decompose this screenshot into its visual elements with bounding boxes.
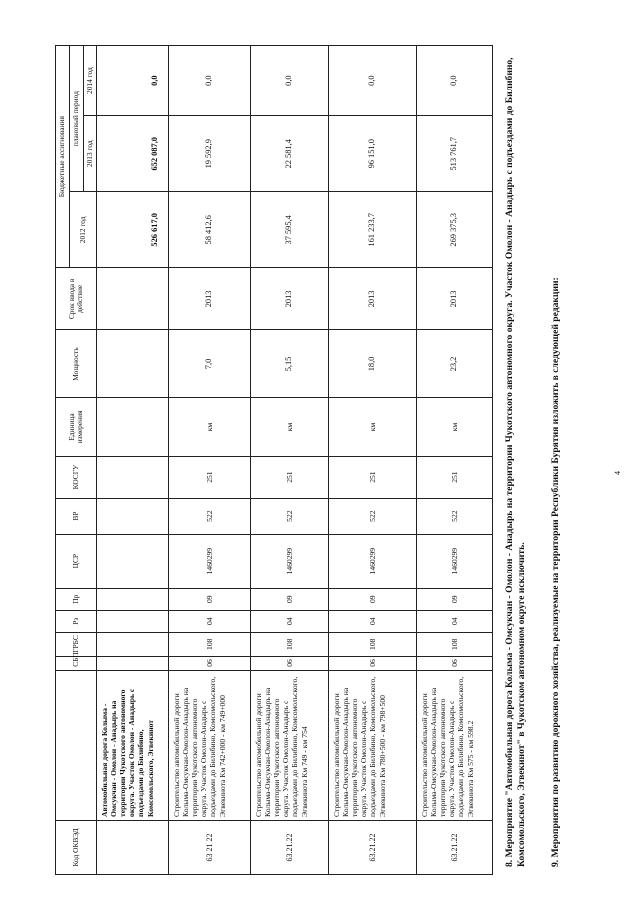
group-row — [97, 46, 169, 875]
note-item-8: 8. Мероприятие "Автомобильная дорога Колыма - Омсукчан - Омолон - Анадырь на территории Чукотского автономного округа. Участок Омолон - Анадырь с подъездами до Билибино, Комсомольского, Эгвекинот" в Чукотском автономном округе исключить. — [504, 57, 527, 867]
budget-table — [55, 45, 493, 875]
row-unit: км — [251, 398, 329, 456]
header-2013: 2013 год — [83, 116, 97, 192]
row-capacity: 18,0 — [329, 330, 417, 398]
row-grbs: 108 — [169, 632, 251, 656]
row-2013: 513 761,7 — [417, 116, 493, 192]
row-kosgu: 251 — [251, 456, 329, 498]
group-2012: 526 617,0 — [97, 192, 169, 268]
header-pr: Пр — [56, 588, 97, 610]
header-vr: ВР — [56, 498, 97, 534]
group-2014: 0,0 — [97, 46, 169, 116]
row-term: 2013 — [417, 268, 493, 330]
row-vr: 522 — [169, 498, 251, 534]
row-2014: 0,0 — [251, 46, 329, 116]
row-name: Строительство автомобильной дороги Колыма-Омсукчан-Омолон-Анадырь на территории Чукотского автономного округа. Участок Омолон-Анадырь с подъездами до Билибино, Комсомольского, Эгвекинота Км 780+500 - км 798+500 — [329, 670, 417, 820]
row-kosgu: 251 — [417, 456, 493, 498]
row-unit: км — [169, 398, 251, 456]
row-name: Строительство автомобильной дороги Колыма-Омсукчан-Омолон-Анадырь на территории Чукотского автономного округа. Участок Омолон-Анадырь с подъездами до Билибино, Комсомольского, Эгвекинота Км 575 - км 598.2 — [417, 670, 493, 820]
row-code: 63 21 22 — [169, 820, 251, 874]
row-unit: км — [329, 398, 417, 456]
row-vr: 522 — [417, 498, 493, 534]
table-row — [251, 46, 329, 875]
header-capacity: Мощность — [56, 330, 97, 398]
row-rz: 04 — [251, 610, 329, 632]
header-plan-period: плановый период — [70, 46, 84, 192]
header-code: Код ОКВЭД — [56, 820, 97, 874]
row-2013: 22 581,4 — [251, 116, 329, 192]
row-code: 63.21.22 — [251, 820, 329, 874]
row-unit: км — [417, 398, 493, 456]
row-vr: 522 — [251, 498, 329, 534]
group-2013: 652 087,0 — [97, 116, 169, 192]
header-kosgu: КОСГУ — [56, 456, 97, 498]
note-item-9: 9. Мероприятия по развитию дорожного хозяйства, реализуемые на территории Республики Бурятия изложить в следующей редакции: — [550, 277, 561, 867]
row-grbs: 108 — [417, 632, 493, 656]
row-term: 2013 — [329, 268, 417, 330]
row-vr: 522 — [329, 498, 417, 534]
row-csr: 1460299 — [329, 534, 417, 588]
row-2014: 0,0 — [169, 46, 251, 116]
header-rz: Рз — [56, 610, 97, 632]
row-rz: 04 — [169, 610, 251, 632]
row-sbp: 06 — [251, 656, 329, 670]
group-code — [97, 820, 169, 874]
row-grbs: 108 — [329, 632, 417, 656]
table-row — [329, 46, 417, 875]
row-code: 63.21.22 — [329, 820, 417, 874]
row-csr: 1460299 — [169, 534, 251, 588]
row-2012: 161 233,7 — [329, 192, 417, 268]
header-grbs: ГРБС — [56, 632, 97, 656]
row-capacity: 23,2 — [417, 330, 493, 398]
header-budget: Бюджетные ассигнования — [56, 46, 70, 268]
row-term: 2013 — [251, 268, 329, 330]
row-2012: 37 595,4 — [251, 192, 329, 268]
row-2014: 0,0 — [417, 46, 493, 116]
row-pr: 09 — [169, 588, 251, 610]
row-sbp: 06 — [169, 656, 251, 670]
table-row — [169, 46, 251, 875]
group-name: Автомобильная дорога Колыма - Омсукчан - Омолон - Анадырь на территории Чукотского автономного округа. Участок Омолон - Анадырь с подъездами до Билибино, Комсомольского, Эгвекинот — [97, 670, 169, 820]
row-rz: 04 — [329, 610, 417, 632]
row-pr: 09 — [329, 588, 417, 610]
row-sbp: 06 — [329, 656, 417, 670]
row-csr: 1460299 — [251, 534, 329, 588]
header-unit: Единица измерения — [56, 398, 97, 456]
row-pr: 09 — [417, 588, 493, 610]
header-csr: ЦСР — [56, 534, 97, 588]
row-pr: 09 — [251, 588, 329, 610]
header-row-1 — [56, 46, 70, 875]
header-2014: 2014 год — [83, 46, 97, 116]
header-name — [56, 670, 97, 820]
row-rz: 04 — [417, 610, 493, 632]
row-name: Строительство автомобильной дороги Колыма-Омсукчан-Омолон-Анадырь на территории Чукотского автономного округа. Участок Омолон-Анадырь с подъездами до Билибино, Комсомольского, Эгвекинота Км 742+000 - км 749+000 — [169, 670, 251, 820]
row-2014: 0,0 — [329, 46, 417, 116]
row-grbs: 108 — [251, 632, 329, 656]
row-term: 2013 — [169, 268, 251, 330]
row-2012: 58 412,6 — [169, 192, 251, 268]
row-kosgu: 251 — [169, 456, 251, 498]
row-2013: 96 151,0 — [329, 116, 417, 192]
row-kosgu: 251 — [329, 456, 417, 498]
header-2012: 2012 год — [70, 192, 97, 268]
table-row — [417, 46, 493, 875]
header-term: Срок ввода в действие — [56, 268, 97, 330]
row-2012: 269 375,3 — [417, 192, 493, 268]
row-name: Строительство автомобильной дороги Колыма-Омсукчан-Омолон-Анадырь на территории Чукотского автономного округа. Участок Омолон-Анадырь с подъездами до Билибино, Комсомольского, Эгвекинота Км 749 - км 754 — [251, 670, 329, 820]
row-sbp: 06 — [417, 656, 493, 670]
row-capacity: 5,15 — [251, 330, 329, 398]
row-2013: 19 592,9 — [169, 116, 251, 192]
header-sbp: СБП — [56, 656, 97, 670]
page-number: 4 — [613, 471, 622, 475]
row-capacity: 7,0 — [169, 330, 251, 398]
row-code: 63.21.22 — [417, 820, 493, 874]
row-csr: 1460299 — [417, 534, 493, 588]
